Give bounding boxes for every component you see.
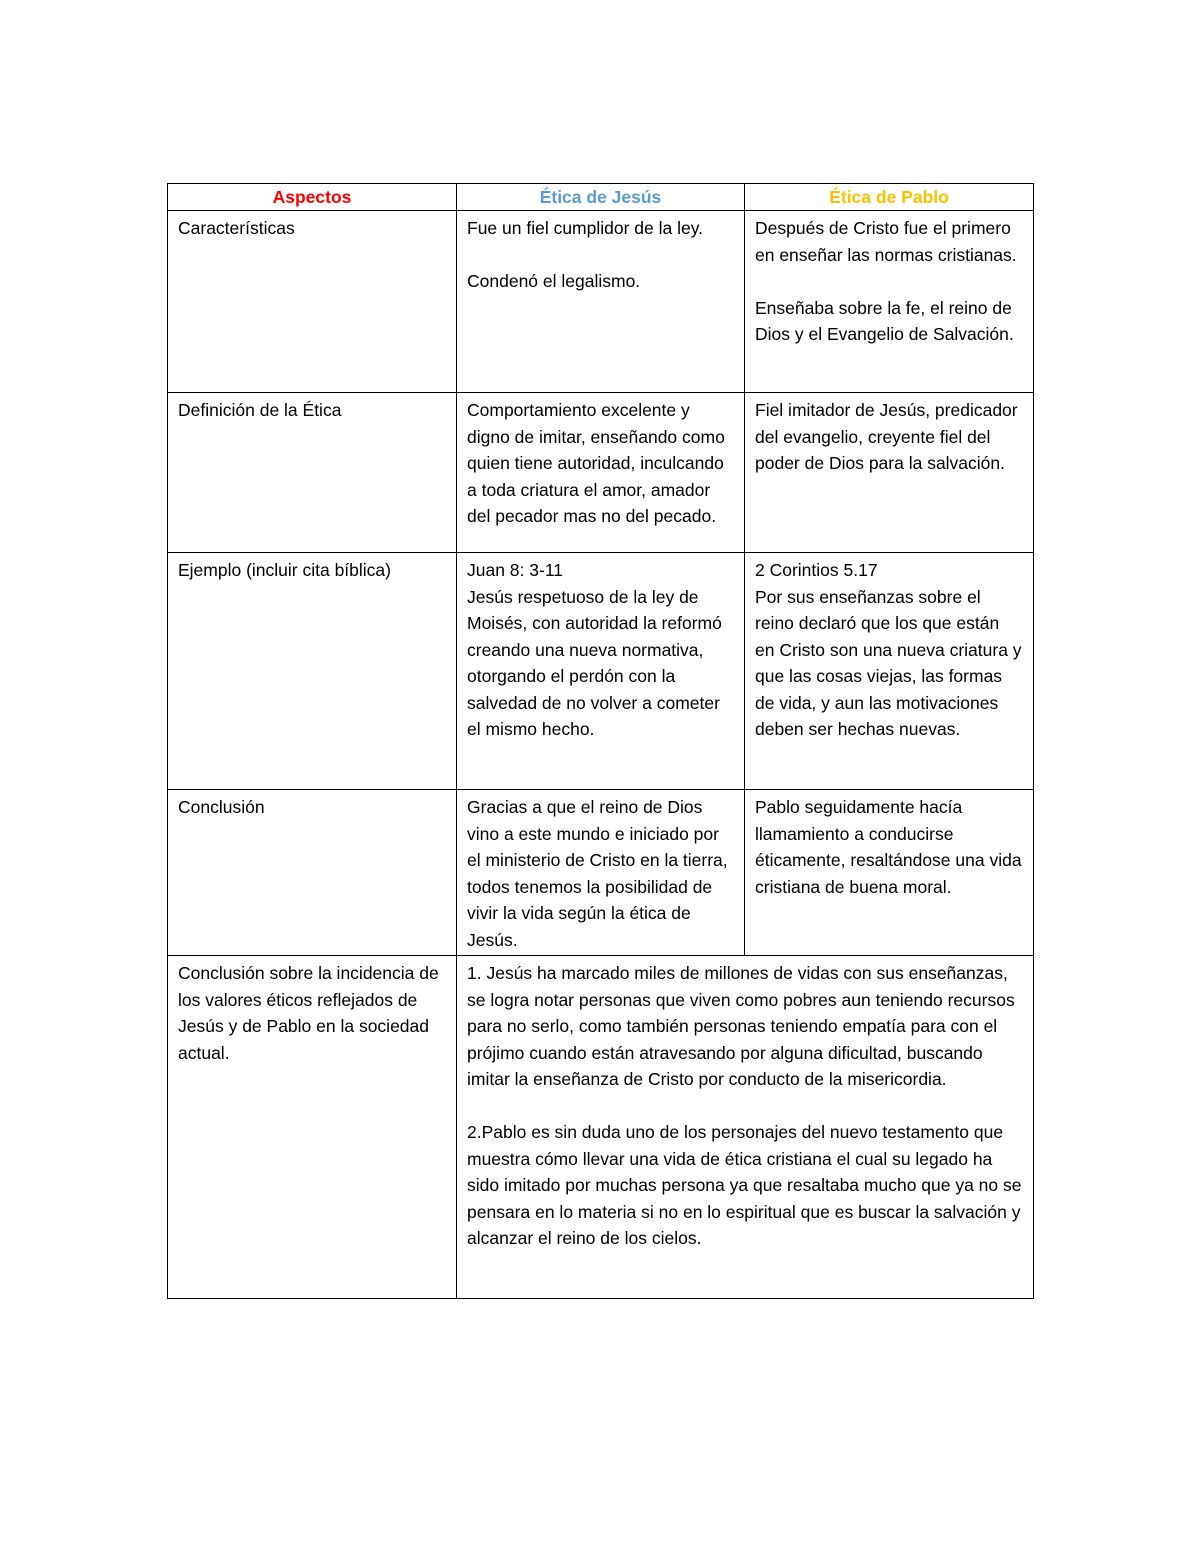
pablo-cell (745, 790, 1034, 956)
cell-paragraph: Condenó el legalismo. (467, 271, 641, 291)
aspect-cell (168, 211, 457, 393)
aspect-cell (168, 393, 457, 553)
aspect-label: Conclusión (178, 797, 265, 817)
ethics-comparison-table (167, 183, 1034, 1299)
table-row-incidencia (168, 956, 1034, 1299)
cell-paragraph: Fiel imitador de Jesús, predicador del evangelio, creyente fiel del poder de Dios para la salvación. (755, 400, 1018, 473)
jesus-cell (457, 790, 745, 956)
cell-paragraph: Después de Cristo fue el primero en enseñar las normas cristianas. (755, 218, 1017, 265)
cell-paragraph: 2.Pablo es sin duda uno de los personajes del nuevo testamento que muestra cómo llevar una vida de ética cristiana el cual su legado ha sido imitado por muchas persona ya que resaltaba mucho que ya no se pensara en lo materia si no en lo espiritual que es buscar la salvación y alcanzar el reino de los cielos. (467, 1122, 1022, 1248)
pablo-cell (745, 553, 1034, 790)
cell-paragraph: Gracias a que el reino de Dios vino a este mundo e iniciado por el ministerio de Cristo en la tierra, todos tenemos la posibilidad de vivir la vida según la ética de Jesús. (467, 797, 728, 950)
cell-paragraph: 1. Jesús ha marcado miles de millones de vidas con sus enseñanzas, se logra notar personas que viven como pobres aun teniendo recursos para no serlo, como también personas teniendo empatía para con el prójimo cuando están atravesando por alguna dificultad, buscando imitar la enseñanza de Cristo por conducto de la misericordia. (467, 963, 1015, 1089)
cell-paragraph: Pablo seguidamente hacía llamamiento a conducirse éticamente, resaltándose una vida cristiana de buena moral. (755, 797, 1022, 897)
cell-paragraph: Por sus enseñanzas sobre el reino declaró que los que están en Cristo son una nueva criatura y que las cosas viejas, las formas de vida, y aun las motivaciones deben ser hechas nuevas. (755, 586, 1022, 739)
aspect-label: Características (178, 218, 295, 238)
pablo-cell (745, 393, 1034, 553)
aspect-label: Ejemplo (incluir cita bíblica) (178, 560, 391, 580)
table-row-definicion (168, 393, 1034, 553)
cell-paragraph: Comportamiento excelente y digno de imitar, enseñando como quien tiene autoridad, inculcando a toda criatura el amor, amador del pecador mas no del pecado. (467, 400, 725, 526)
aspect-cell (168, 790, 457, 956)
pablo-cell (745, 211, 1034, 393)
header-aspectos: Aspectos (168, 184, 457, 211)
cell-paragraph: Enseñaba sobre la fe, el reino de Dios y el Evangelio de Salvación. (755, 297, 1014, 344)
cell-paragraph: Jesús respetuoso de la ley de Moisés, con autoridad la reformó creando una nueva normativa, otorgando el perdón con la salvedad de no volver a cometer el mismo hecho. (467, 586, 722, 739)
bible-citation: 2 Corintios 5.17 (755, 560, 878, 580)
jesus-cell (457, 553, 745, 790)
cell-paragraph: Fue un fiel cumplidor de la ley. (467, 218, 704, 238)
aspect-label: Conclusión sobre la incidencia de los valores éticos reflejados de Jesús y de Pablo en la sociedad actual. (178, 963, 439, 1063)
header-etica-pablo: Ética de Pablo (745, 184, 1034, 211)
aspect-cell (168, 956, 457, 1299)
combined-cell (457, 956, 1034, 1299)
table-row-caracteristicas (168, 211, 1034, 393)
table-row-conclusion (168, 790, 1034, 956)
jesus-cell (457, 211, 745, 393)
header-etica-jesus: Ética de Jesús (457, 184, 745, 211)
table-row-ejemplo (168, 553, 1034, 790)
aspect-cell (168, 553, 457, 790)
table-header-row (168, 184, 1034, 211)
bible-citation: Juan 8: 3-11 (467, 560, 563, 580)
jesus-cell (457, 393, 745, 553)
aspect-label: Definición de la Ética (178, 400, 342, 420)
